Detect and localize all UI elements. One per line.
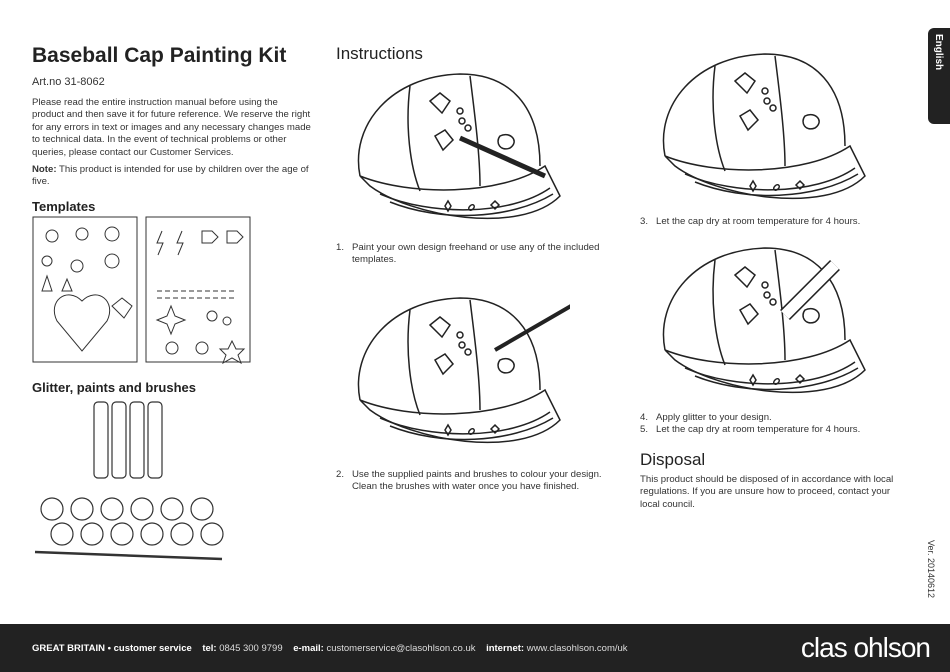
- step-number: 4.: [640, 412, 649, 423]
- language-label: English: [933, 34, 944, 71]
- step-text: Let the cap dry at room temperature for 4 hours.: [656, 216, 861, 227]
- step-3: [640, 216, 920, 228]
- cap-illustration-4: [655, 240, 875, 400]
- disposal-text: This product should be disposed of in accordance with local regulations. If you are unsure how to proceed, contact your local council.: [640, 474, 894, 510]
- note-body: This product is intended for use by children over the age of five.: [32, 164, 309, 188]
- glitter-tubes-illustration: [90, 398, 180, 483]
- clas-ohlson-logo: clas ohlson: [800, 632, 930, 663]
- templates-illustration: [32, 216, 252, 364]
- paint-pots-illustration: [32, 494, 227, 564]
- step-1: [336, 242, 616, 267]
- tel-number: 0845 300 9799: [216, 642, 283, 654]
- step-2: [336, 469, 616, 494]
- step-5: [640, 424, 920, 436]
- step-text: Let the cap dry at room temperature for 4 hours.: [656, 424, 861, 435]
- email-address[interactable]: customerservice@clasohlson.co.uk: [323, 642, 476, 654]
- disposal-heading: Disposal: [640, 450, 706, 469]
- intro-text: Please read the entire instruction manual before using the product and then save it for future reference. We reserve the right for any errors in text or images and any necessary changes made to technical data. In the event of technical problems or other queries, please contact our Customer Services.: [32, 97, 311, 158]
- footer: [0, 624, 950, 672]
- step-text: Use the supplied paints and brushes to colour your design. Clean the brushes with water once you have finished.: [352, 469, 602, 493]
- page-title: Baseball Cap Painting Kit: [32, 44, 287, 67]
- glitter-heading: Glitter, paints and brushes: [32, 380, 196, 395]
- step-text: Apply glitter to your design.: [656, 412, 772, 423]
- step-number: 5.: [640, 424, 649, 435]
- step-text: Paint your own design freehand or use any of the included templates.: [352, 242, 600, 266]
- templates-heading: Templates: [32, 199, 96, 214]
- note-label: Note:: [32, 164, 57, 175]
- tel-label: tel:: [202, 642, 217, 654]
- cap-illustration-2: [350, 290, 570, 450]
- note-text: [32, 164, 312, 189]
- step-number: 1.: [336, 242, 345, 253]
- internet-label: internet:: [486, 642, 525, 654]
- footer-contact: [0, 643, 628, 654]
- article-number: Art.no 31-8062: [32, 76, 105, 88]
- footer-country: GREAT BRITAIN • customer service: [32, 642, 192, 654]
- version-label: Ver. 20140612: [926, 540, 936, 599]
- cap-illustration-3: [655, 46, 875, 206]
- instructions-heading: Instructions: [336, 44, 423, 63]
- step-number: 3.: [640, 216, 649, 227]
- cap-illustration-1: [350, 66, 570, 226]
- website-link[interactable]: www.clasohlson.com/uk: [524, 642, 628, 654]
- step-number: 2.: [336, 469, 345, 480]
- email-label: e-mail:: [293, 642, 324, 654]
- language-tab: [928, 28, 950, 124]
- step-4: [640, 412, 920, 424]
